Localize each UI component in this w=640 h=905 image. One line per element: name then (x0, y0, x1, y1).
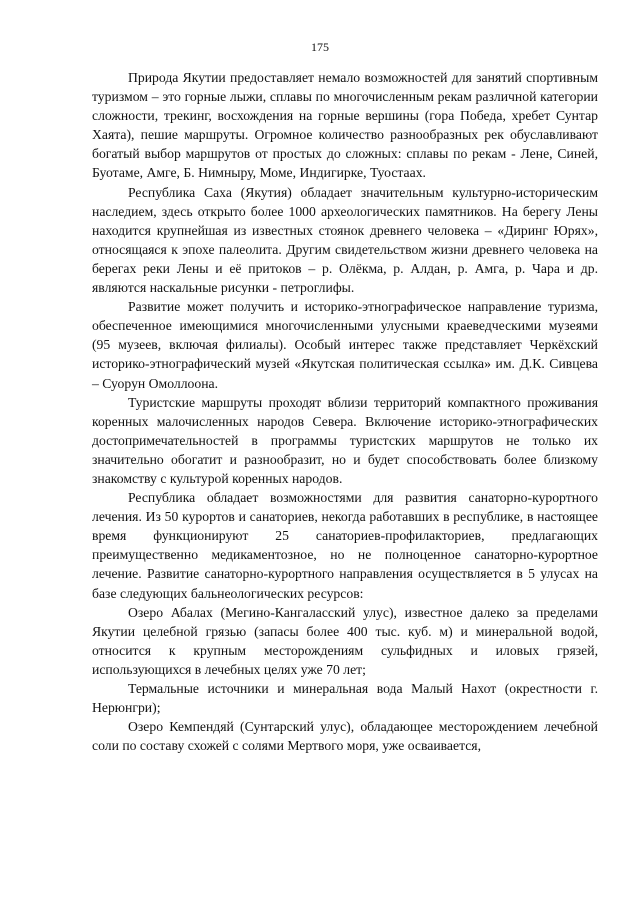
paragraph-ethnographic-tourism: Развитие может получить и историко-этнографическое направление туризма, обеспеченное имеющимися многочисленными улусными краеведческими музеями (95 музеев, включая филиалы). Особый интерес также представляет Черкёхский историко-этнографический музей «Якутская политическая ссылка» им. Д.К. Сивцева – Суорун Омоллоона. (92, 299, 598, 391)
paragraph-lake-kempendyai: Озеро Кемпендяй (Сунтарский улус), обладающее месторождением лечебной соли по составу схожей с солями Мертвого моря, уже осваивается, (92, 719, 598, 754)
paragraph-lake-abalakh: Озеро Абалах (Мегино-Кангаласский улус), известное далеко за пределами Якутии целебной грязью (запасы более 400 тыс. куб. м) и минеральной водой, относится к крупным месторождениям сульфидных и иловых грязей, использующихся в лечебных целях уже 70 лет; (92, 604, 598, 677)
page-number: 175 (311, 40, 329, 54)
paragraph-malyi-nakhot: Термальные источники и минеральная вода Малый Нахот (окрестности г. Нерюнгри); (92, 681, 598, 716)
paragraph-cultural-heritage: Республика Саха (Якутия) обладает значительным культурно-историческим наследием, здесь открыто более 1000 археологических памятников. На берегу Лены находится крупнейшая из известных стоянок древнего человека – «Диринг Юрях», относящаяся к эпохе палеолита. Другим свидетельством жизни древнего человека на берегах реки Лены и её притоков – р. Олёкма, р. Алдан, р. Амга, р. Чара и др. являются наскальные рисунки - петроглифы. (92, 184, 598, 296)
paragraph-sports-tourism: Природа Якутии предоставляет немало возможностей для занятий спортивным туризмом – это горные лыжи, сплавы по многочисленным рекам различной категории сложности, трекинг, восхождения на горные вершины (гора Победа, хребет Сунтар Хаята), пешие маршруты. Огромное количество разнообразных рек обуславливают богатый выбор маршрутов от простых до сложных: сплавы по рекам - Лене, Синей, Буотаме, Амге, Б. Нимныру, Моме, Индигирке, Туостаах. (92, 70, 598, 181)
document-body (92, 68, 598, 755)
paragraph-sanatorium-treatment: Республика обладает возможностями для развития санаторно-курортного лечения. Из 50 курортов и санаториев, некогда работавших в республике, в настоящее время функционируют 25 санаториев-профилакториев, предлагающих преимущественно медикаментозное, но не полноценное санаторно-курортное лечение. Развитие санаторно-курортного направления осуществляется в 5 улусах на базе следующих бальнеологических ресурсов: (92, 490, 598, 601)
paragraph-tourist-routes: Туристские маршруты проходят вблизи территорий компактного проживания коренных малочисленных народов Севера. Включение историко-этнографических достопримечательностей в программы туристских маршрутов не только их значительно обогатит и разнообразит, но и будет способствовать более близкому знакомству с культурой коренных народов. (92, 394, 598, 486)
